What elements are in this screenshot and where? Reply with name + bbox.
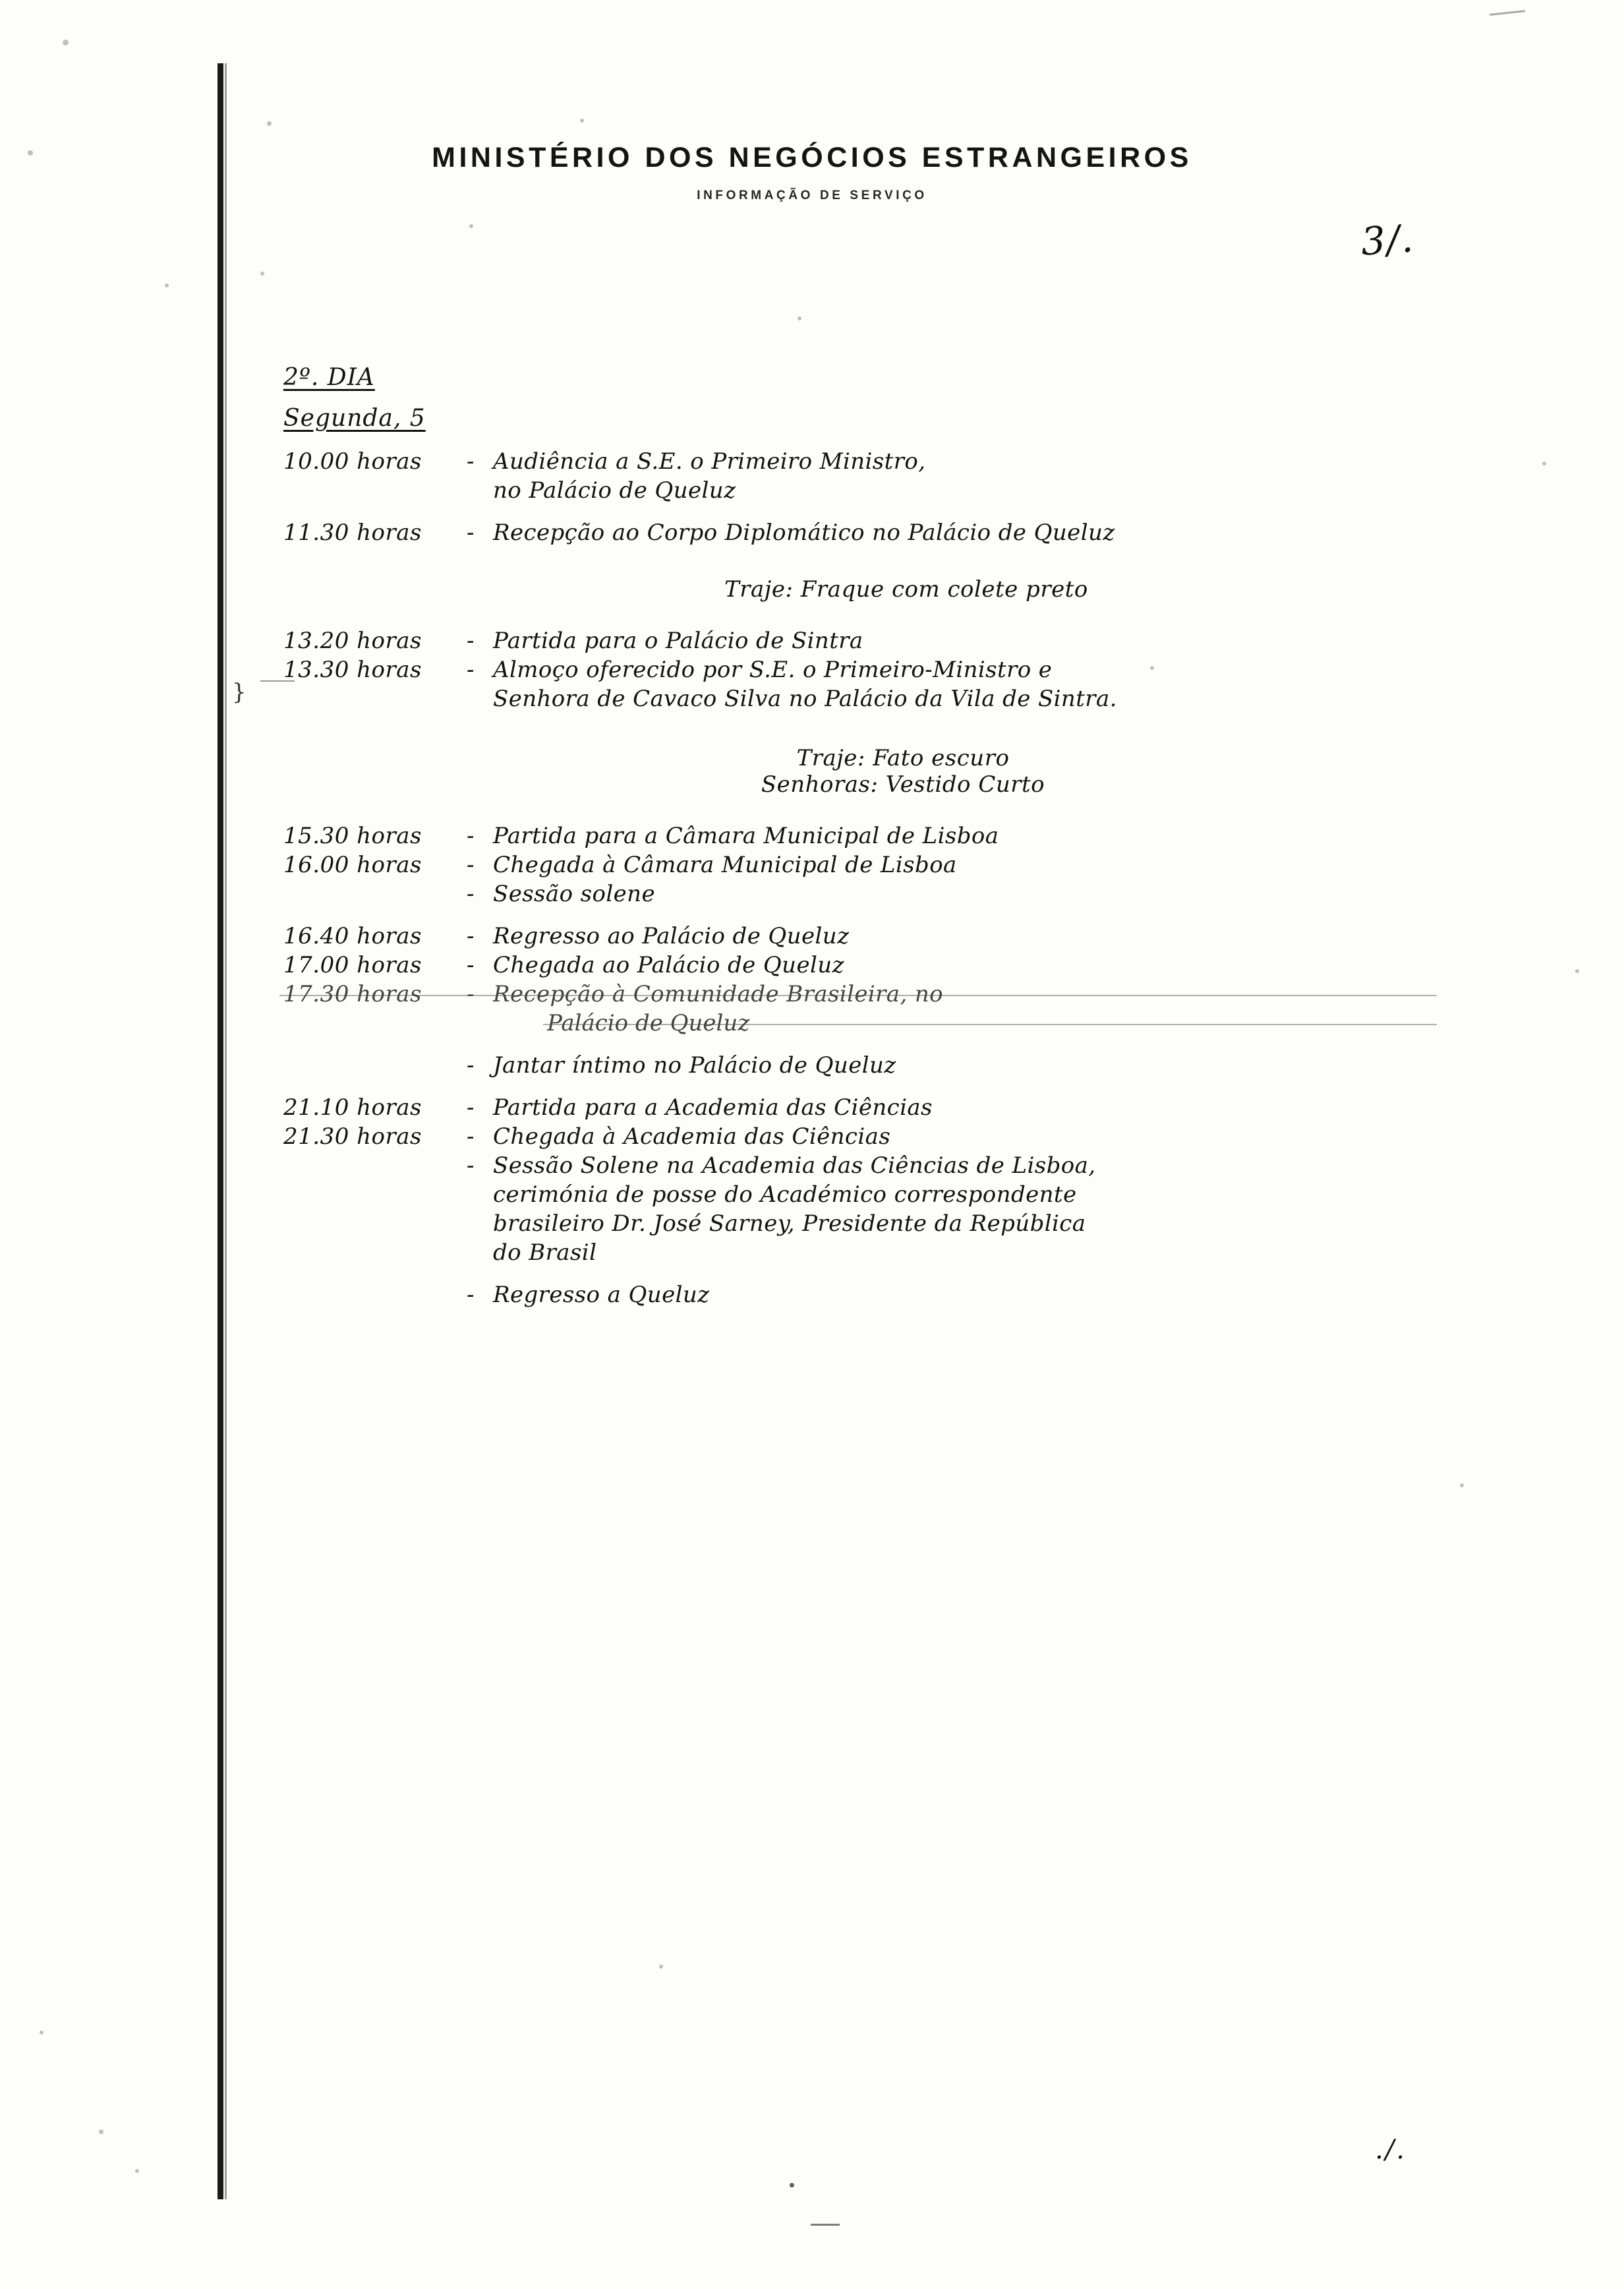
schedule-text: Partida para a Academia das Ciências [493,1094,933,1121]
scan-artifact-corner [1490,10,1525,16]
schedule-row [283,983,1443,1005]
schedule-dash: - [467,823,475,849]
scan-speckle [1460,1483,1464,1487]
schedule-continuation: Senhora de Cavaco Silva no Palácio da Vila de Sintra. [493,686,1117,712]
scan-artifact-bottom [811,2224,840,2226]
schedule-continuation: Palácio de Queluz [547,1012,1443,1034]
schedule-row [283,883,1443,905]
schedule-row [283,854,1443,876]
schedule-time: 13.20 horas [283,628,422,654]
letterhead-ministry: MINISTÉRIO DOS NEGÓCIOS ESTRANGEIROS [432,142,1192,173]
weekday-line: Segunda, 5 [283,405,426,432]
schedule-dash: - [467,981,475,1007]
schedule-text: Sessão solene [493,881,655,907]
schedule-text: Chegada ao Palácio de Queluz [493,952,844,978]
schedule-text: Sessão Solene na Academia das Ciências de Lisboa, [493,1152,1096,1179]
day-heading: 2º. DIA [283,364,375,391]
schedule-dash: - [467,852,475,878]
scan-speckle [99,2129,103,2134]
schedule-time: 17.00 horas [283,952,422,978]
footer-continuation-mark: ./. [1375,2135,1406,2165]
scan-speckle [1542,461,1546,465]
binding-line-shadow [225,63,227,2199]
schedule-continuation: cerimónia de posse do Académico correspondente [493,1181,1077,1208]
schedule-dash: - [467,520,475,546]
schedule-row [283,1154,1443,1177]
schedule-time: 11.30 horas [283,520,422,546]
scan-speckle [135,2169,139,2173]
schedule-text: Chegada à Academia das Ciências [493,1123,891,1150]
schedule-continuation: no Palácio de Queluz [493,477,736,504]
schedule-dash: - [467,1052,475,1079]
handwritten-page-number: 3/. [1359,216,1416,264]
schedule-time: 15.30 horas [283,823,422,849]
schedule-continuation: do Brasil [493,1239,597,1266]
dress-note-third: Senhoras: Vestido Curto [761,771,1045,798]
schedule-text: Recepção à Comunidade Brasileira, no [493,981,944,1007]
schedule-row [283,1096,1443,1119]
schedule-dash: - [467,1152,475,1179]
schedule-row [283,521,1443,544]
schedule-dash: - [467,881,475,907]
scan-speckle [267,121,272,126]
schedule-text: Audiência a S.E. o Primeiro Ministro, [493,448,926,475]
schedule-time: 13.30 horas [283,657,422,683]
schedule-time: 16.00 horas [283,852,422,878]
schedule-dash: - [467,1094,475,1121]
schedule-row [283,450,1443,473]
scan-speckle [798,316,801,320]
margin-mark-brace: } [232,679,246,705]
schedule-time: 21.30 horas [283,1123,422,1150]
schedule-row [283,1284,1443,1306]
schedule-dash: - [467,657,475,683]
schedule-row [283,825,1443,847]
schedule-time: 21.10 horas [283,1094,422,1121]
scan-speckle [260,272,264,276]
dress-note-first: Traje: Fraque com colete preto [724,576,1088,603]
schedule-dash: - [467,1282,475,1308]
schedule-time: 17.30 horas [283,981,422,1007]
letterhead-subtitle: INFORMAÇÃO DE SERVIÇO [697,189,927,202]
schedule-row [283,954,1443,976]
schedule-text: Regresso ao Palácio de Queluz [493,923,850,949]
schedule-text: Jantar íntimo no Palácio de Queluz [493,1052,896,1079]
scan-speckle [659,1965,663,1969]
letterhead [0,142,1624,203]
schedule-dash: - [467,448,475,475]
binding-line [218,63,223,2199]
schedule-dash: - [467,628,475,654]
scan-speckle [40,2031,44,2035]
schedule-continuation: brasileiro Dr. José Sarney, Presidente da República [493,1210,1086,1237]
scan-speckle [469,224,473,228]
schedule-text: Almoço oferecido por S.E. o Primeiro-Ministro e [493,657,1053,683]
schedule-text: Chegada à Câmara Municipal de Lisboa [493,852,957,878]
schedule-text: Recepção ao Corpo Diplomático no Palácio de Queluz [493,520,1115,546]
schedule-row [283,1125,1443,1148]
schedule-time: 16.40 horas [283,923,422,949]
scan-speckle [790,2183,794,2187]
schedule-body [283,366,1443,1313]
schedule-row [283,1054,1443,1077]
schedule-text: Regresso a Queluz [493,1282,710,1308]
scan-speckle [580,119,584,123]
schedule-row [283,659,1443,681]
schedule-time: 10.00 horas [283,448,422,475]
schedule-dash: - [467,1123,475,1150]
dress-note-second: Traje: Fato escuro [796,745,1010,771]
schedule-dash: - [467,923,475,949]
scan-speckle [165,283,169,287]
scan-speckle [63,40,69,45]
scan-speckle [1575,969,1579,973]
schedule-dash: - [467,952,475,978]
schedule-text: Partida para o Palácio de Sintra [493,628,863,654]
schedule-row [283,630,1443,652]
schedule-row [283,925,1443,947]
schedule-text: Partida para a Câmara Municipal de Lisboa [493,823,999,849]
